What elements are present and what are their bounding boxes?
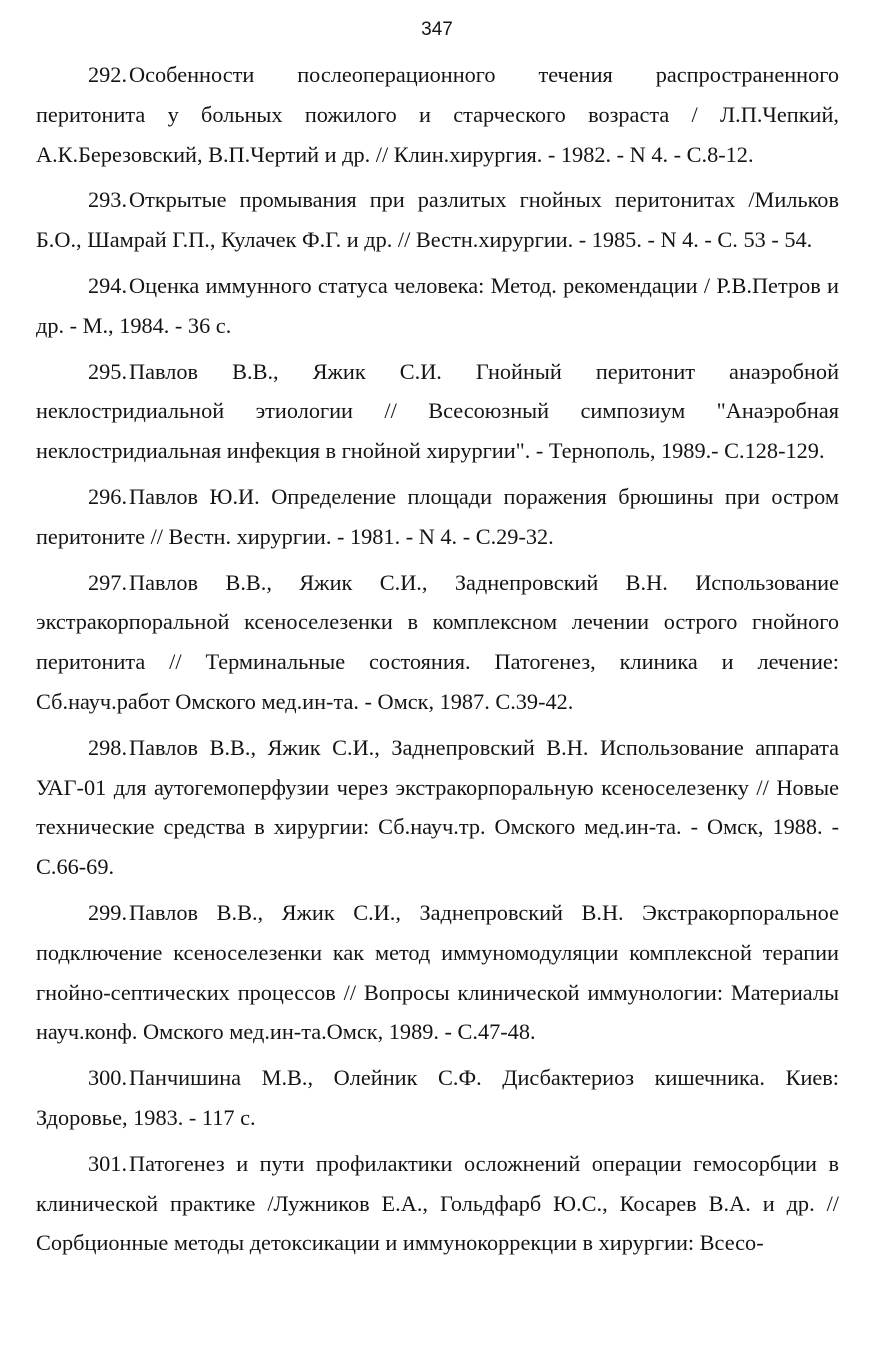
reference-item — [36, 893, 839, 1052]
reference-number: 300. — [88, 1065, 128, 1091]
reference-text: Павлов В.В., Яжик С.И., Заднепровский В.Н. Использование аппарата УАГ-01 для аутогемоперфузии через экстракорпоральную ксеноселезенку // Новые технические средства в хирургии: Сб.науч.тр. Омского мед.ин-та. - Омск, 1988. - С.66-69. — [36, 734, 839, 880]
reference-item — [36, 266, 839, 346]
reference-list — [36, 55, 839, 1269]
reference-text: Открытые промывания при разлитых гнойных перитонитах /Мильков Б.О., Шамрай Г.П., Кулачек Ф.Г. и др. // Вестн.хирургии. - 1985. - N 4. - С. 53 - 54. — [36, 187, 839, 253]
reference-item — [36, 55, 839, 174]
reference-number: 297. — [88, 569, 128, 595]
reference-number: 294. — [88, 272, 128, 298]
reference-number: 296. — [88, 483, 128, 509]
reference-text: Оценка иммунного статуса человека: Метод. рекомендации / Р.В.Петров и др. - М., 1984. - 36 с. — [36, 272, 839, 338]
reference-number: 293. — [88, 187, 128, 213]
reference-text: Панчишина М.В., Олейник С.Ф. Дисбактериоз кишечника. Киев: Здоровье, 1983. - 117 с. — [36, 1065, 839, 1130]
reference-text: Павлов В.В., Яжик С.И., Заднепровский В.Н. Экстракорпоральное подключение ксеноселезенки как метод иммуномодуляции комплексной терапии гнойно-септических процессов // Вопросы клинической иммунологии: Материалы науч.конф. Омского мед.ин-та.Омск, 1989. - С.47-48. — [36, 899, 839, 1045]
reference-item — [36, 180, 839, 260]
reference-text: Павлов Ю.И. Определение площади поражения брюшины при остром перитоните // Вестн. хирургии. - 1981. - N 4. - С.29-32. — [36, 483, 839, 549]
reference-number: 301. — [88, 1150, 128, 1176]
reference-text: Павлов В.В., Яжик С.И., Заднепровский В.Н. Использование экстракорпоральной ксеноселезенки в комплексном лечении острого гнойного перитонита // Терминальные состояния. Патогенез, клиника и лечение: Сб.науч.работ Омского мед.ин-та. - Омск, 1987. С.39-42. — [36, 569, 839, 714]
reference-text: Павлов В.В., Яжик С.И. Гнойный перитонит анаэробной неклостридиальной этиологии // Всесоюзный симпозиум "Анаэробная неклостридиальная инфекция в гнойной хирургии". - Тернополь, 1989.- С.128-129. — [36, 358, 839, 464]
reference-text: Особенности послеоперационного течения распространенного перитонита у больных пожилого и старческого возраста / Л.П.Чепкий, А.К.Березовский, В.П.Чертий и др. // Клин.хирургия. - 1982. - N 4. - С.8-12. — [36, 62, 839, 167]
reference-item — [36, 352, 839, 471]
page-number: 347 — [421, 19, 453, 40]
reference-number: 295. — [88, 358, 128, 384]
reference-item — [36, 1058, 839, 1138]
reference-number: 298. — [88, 734, 128, 760]
reference-text: Патогенез и пути профилактики осложнений операции гемосорбции в клинической практике /Лужников Е.А., Гольдфарб Ю.С., Косарев В.А. и др. // Сорбционные методы детоксикации и иммунокоррекции в хирургии: Всесо- — [36, 1150, 839, 1256]
reference-number: 292. — [88, 62, 128, 87]
reference-item — [36, 728, 839, 887]
reference-item — [36, 1144, 839, 1263]
reference-item — [36, 563, 839, 722]
reference-item — [36, 477, 839, 557]
reference-number: 299. — [88, 899, 128, 925]
